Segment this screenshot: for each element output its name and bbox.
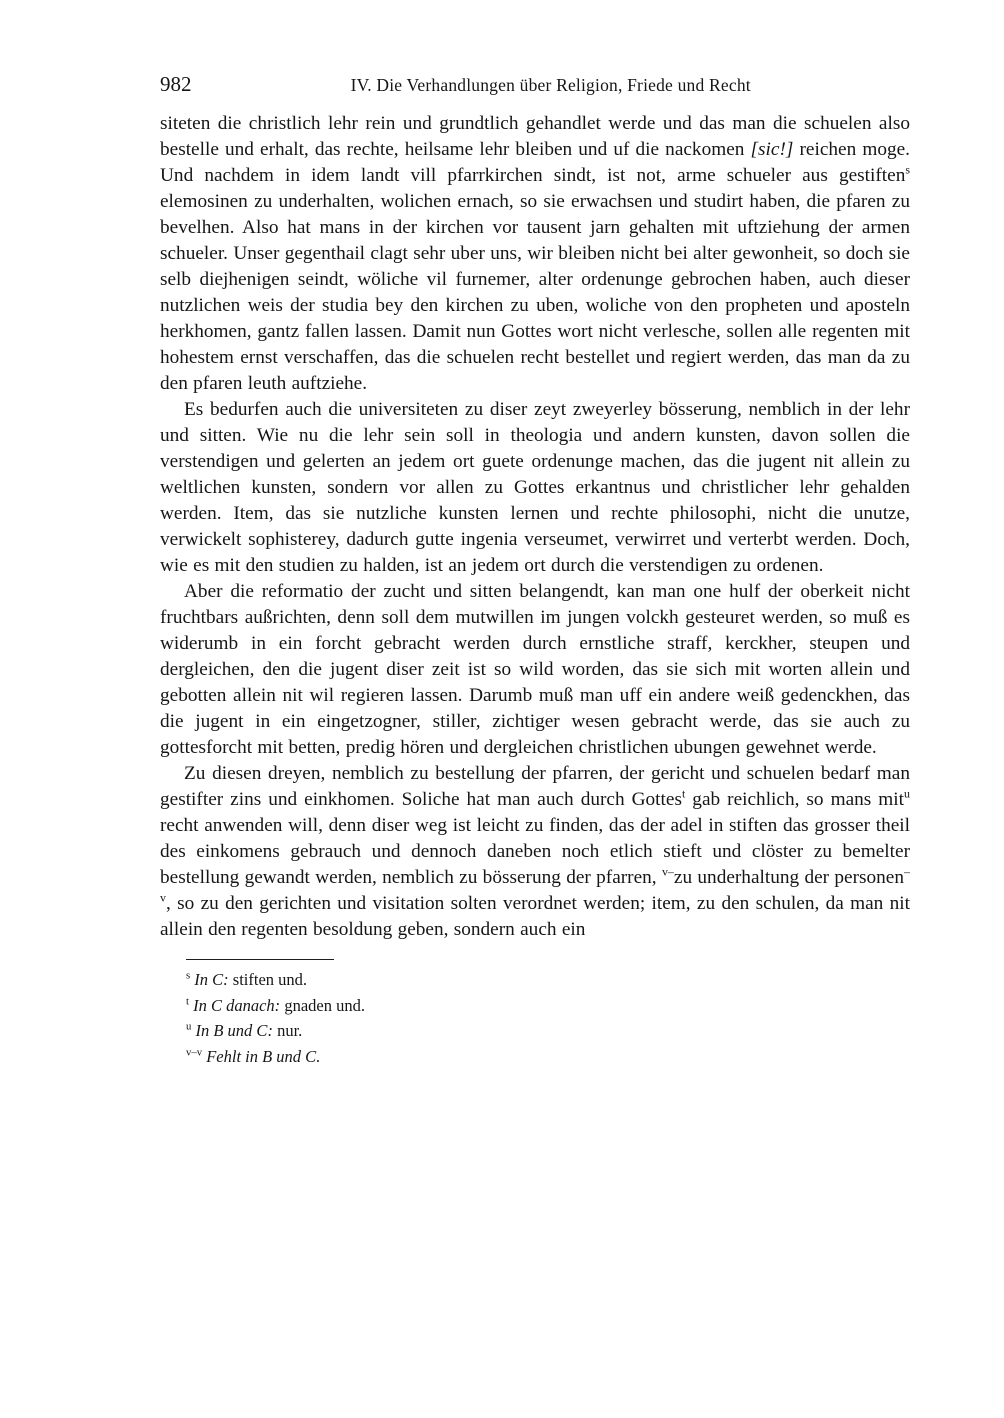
body-text-segment: zu underhaltung der personen	[673, 867, 905, 888]
body-text-segment: recht anwenden will, denn diser weg ist leicht zu finden, das der adel in stiften das grosser theil des einkomens gebrauch und dennoch daneben noch etlich stieft und clöster zu bemelter bestellung gewandt werden, nemblich zu bösserung der pfarren,	[160, 815, 910, 888]
body-text-segment: Es bedurfen auch die universiteten zu diser zeyt zweyerley bösserung, nemblich in der lehr und sitten. Wie nu die lehr sein soll in theologia und andern kunsten, davon sollen die verstendigen und gelerten an jedem ort guete ordenunge machen, das die jugent nit allein zu weltlichen kunsten, sondern vor allen zu Gottes erkantnus und christlicher lehr gehalden werden. Item, das sie nutzliche kunsten lernen und rechte philosophi, nicht die unutze, verwickelt sophisterey, dadurch gutte ingenia verseumet, verwirret und verterbt werden. Doch, wie es mit den studien zu halden, ist an jedem ort durch die verstendigen zu ordenen.	[160, 399, 910, 576]
footnote	[186, 1018, 910, 1044]
footnote-list	[186, 967, 910, 1069]
paragraph	[160, 111, 910, 397]
footnote-marker: v–	[661, 864, 674, 879]
paragraph	[160, 397, 910, 579]
footnote-marker: s	[186, 969, 191, 982]
footnote-siglum-label: In B und C:	[191, 1021, 273, 1040]
footnote	[186, 967, 910, 993]
footnote	[186, 993, 910, 1019]
footnote-marker: u	[186, 1020, 192, 1033]
footnote-marker: s	[905, 162, 910, 177]
footnote-text: stiften und.	[228, 970, 308, 989]
footnote-rule	[186, 959, 334, 960]
body-text-segment: reichen moge. Und nachdem in idem landt vill pfarrkirchen sindt, ist not, arme schueler aus gestiften	[160, 139, 911, 186]
footnote-marker: t	[681, 786, 686, 801]
running-head	[160, 72, 910, 97]
body-text-segment: gab reichlich, so mans mit	[685, 789, 905, 810]
footnote-marker: –v	[160, 864, 910, 905]
footnote-siglum-label: In C danach:	[188, 995, 281, 1015]
page-number: 982	[160, 72, 192, 96]
footnote-marker: t	[186, 995, 189, 1007]
footnote-marker: v–v	[186, 1046, 203, 1058]
footnote-text: gnaden und.	[280, 995, 365, 1015]
footnote	[186, 1044, 910, 1070]
footnote-marker: u	[904, 786, 910, 801]
body-text-segment: , so zu den gerichten und visitation solten verordnet werden; item, zu den schulen, da man nit allein den regenten besoldung geben, sondern auch ein	[160, 893, 910, 940]
italic-text: [sic!]	[750, 139, 794, 160]
body-text-segment: siteten die christlich lehr rein und grundtlich gehandlet werde und das man die schuelen also bestelle und erhalt, das rechte, heilsame lehr bleiben und uf die nackomen	[160, 113, 910, 160]
footnote-text: nur.	[272, 1021, 303, 1040]
footnote-siglum-label: Fehlt in B und C.	[202, 1046, 321, 1066]
paragraph	[160, 579, 910, 761]
footnote-siglum-label: In C:	[190, 970, 229, 989]
paragraph	[160, 761, 910, 943]
footnotes-section	[160, 959, 910, 1069]
body-text-segment: elemosinen zu underhalten, wolichen ernach, so sie erwachsen und studirt haben, die pfaren zu bevelhen. Also hat mans in der kirchen vor tausent jarn gehalten mit uftziehung der armen schueler. Unser gegenthail clagt sehr uber uns, wir bleiben nicht bei alter gewonheit, so doch sie selb diejhenigen seindt, wöliche vil furnemer, alter ordenunge gebrochen haben, auch dieser nutzlichen weis der studia bey den kirchen zu uben, woliche von den propheten und aposteln herkhomen, gantz fallen lassen. Damit nun Gottes wort nicht verlesche, sollen alle regenten mit hohestem ernst verschaffen, das die schuelen recht bestellet und regiert werden, das man da zu den pfaren leuth auftziehe.	[160, 191, 910, 394]
running-header-title: IV. Die Verhandlungen über Religion, Friede und Recht	[350, 75, 751, 95]
body-text-segment: Zu diesen dreyen, nemblich zu bestellung der pfarren, der gericht und schuelen bedarf man gestifter zins und einkhomen. Soliche hat man auch durch Gottes	[160, 763, 910, 810]
body-text	[160, 111, 910, 943]
body-text-segment: Aber die reformatio der zucht und sitten belangendt, kan man one hulf der oberkeit nicht fruchtbars außrichten, denn soll dem mutwillen im jungen volckh gesteuret werden, so muß es widerumb in ein forcht gebracht werden durch ernstliche straff, kerckher, steupen und dergleichen, den die jugent diser zeit ist so wild worden, das sie sich mit worten allein und gebotten allein nit wil regieren lassen. Darumb muß man uff ein andere weiß gedenckhen, das die jugent in ein eingetzogner, stiller, zichtiger wesen gebracht werde, das sie auch zu gottesforcht mit betten, predig hören und dergleichen christlichen ubungen gewehnet werde.	[160, 581, 910, 758]
